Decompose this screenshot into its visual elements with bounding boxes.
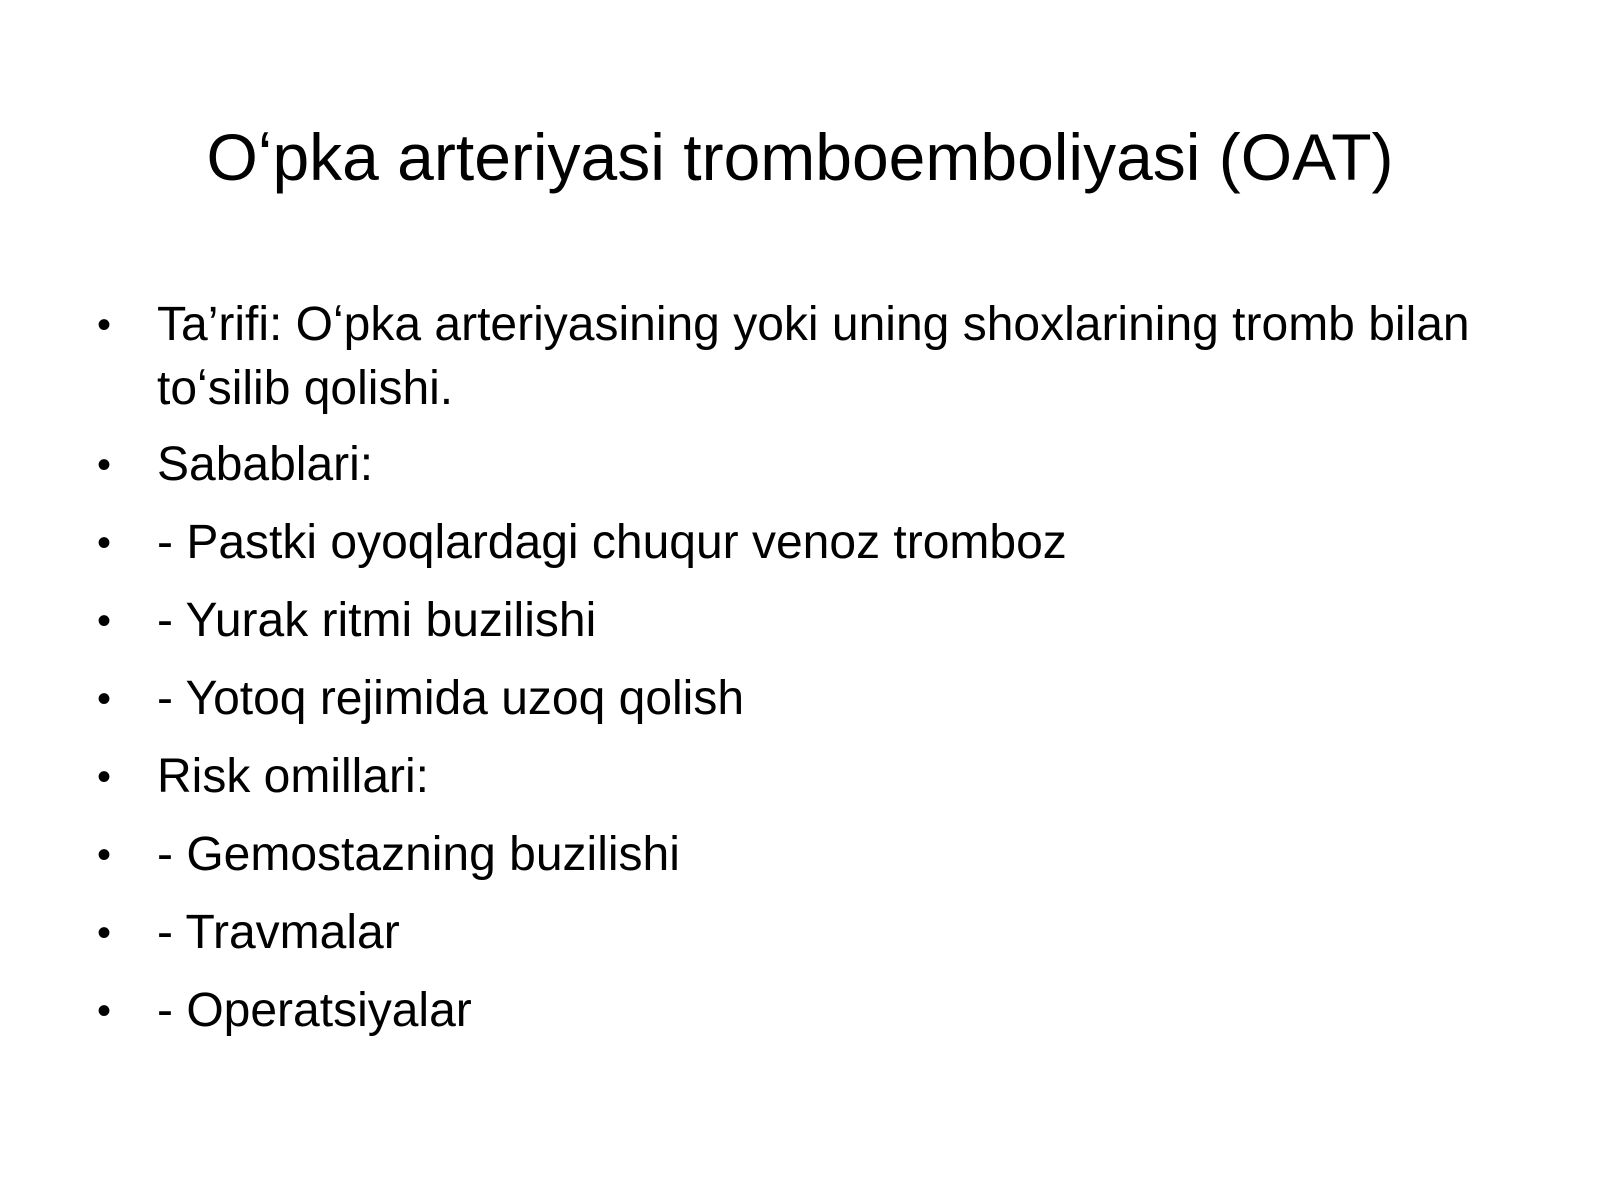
bullet-item xyxy=(0,979,1600,1043)
slide-title: Oʻpka arteriyasi tromboemboliyasi (OAT) xyxy=(206,120,1394,194)
bullet-icon: • xyxy=(97,755,112,799)
bullet-item xyxy=(0,823,1600,887)
bullet-text: - Gemostazning buzilishi xyxy=(157,828,680,881)
bullet-text: Sabablari: xyxy=(157,438,374,491)
bullet-item xyxy=(0,589,1600,653)
bullet-text: - Yurak ritmi buzilishi xyxy=(157,594,597,647)
bullet-text: Ta’rifi: Oʻpka arteriyasining yoki uning shoxlarining tromb bilan toʻsilib qolishi. xyxy=(157,298,1470,415)
bullet-icon: • xyxy=(97,521,112,565)
bullet-item xyxy=(0,433,1600,497)
bullet-item xyxy=(0,745,1600,809)
bullet-icon: • xyxy=(97,833,112,877)
bullet-item xyxy=(0,511,1600,575)
bullet-item xyxy=(0,667,1600,731)
bullet-text: - Travmalar xyxy=(157,906,400,959)
bullet-item xyxy=(0,901,1600,965)
bullet-list xyxy=(0,293,1600,1057)
bullet-icon: • xyxy=(97,443,112,487)
bullet-text: - Pastki oyoqlardagi chuqur venoz tromboz xyxy=(157,516,1067,569)
bullet-icon: • xyxy=(97,599,112,643)
bullet-icon: • xyxy=(97,911,112,955)
bullet-text: Risk omillari: xyxy=(157,750,430,803)
bullet-text: - Yotoq rejimida uzoq qolish xyxy=(157,672,745,725)
bullet-text: - Operatsiyalar xyxy=(157,984,472,1037)
bullet-item xyxy=(0,293,1600,421)
bullet-icon: • xyxy=(97,677,112,721)
bullet-icon: • xyxy=(97,989,112,1033)
bullet-icon: • xyxy=(97,303,112,347)
